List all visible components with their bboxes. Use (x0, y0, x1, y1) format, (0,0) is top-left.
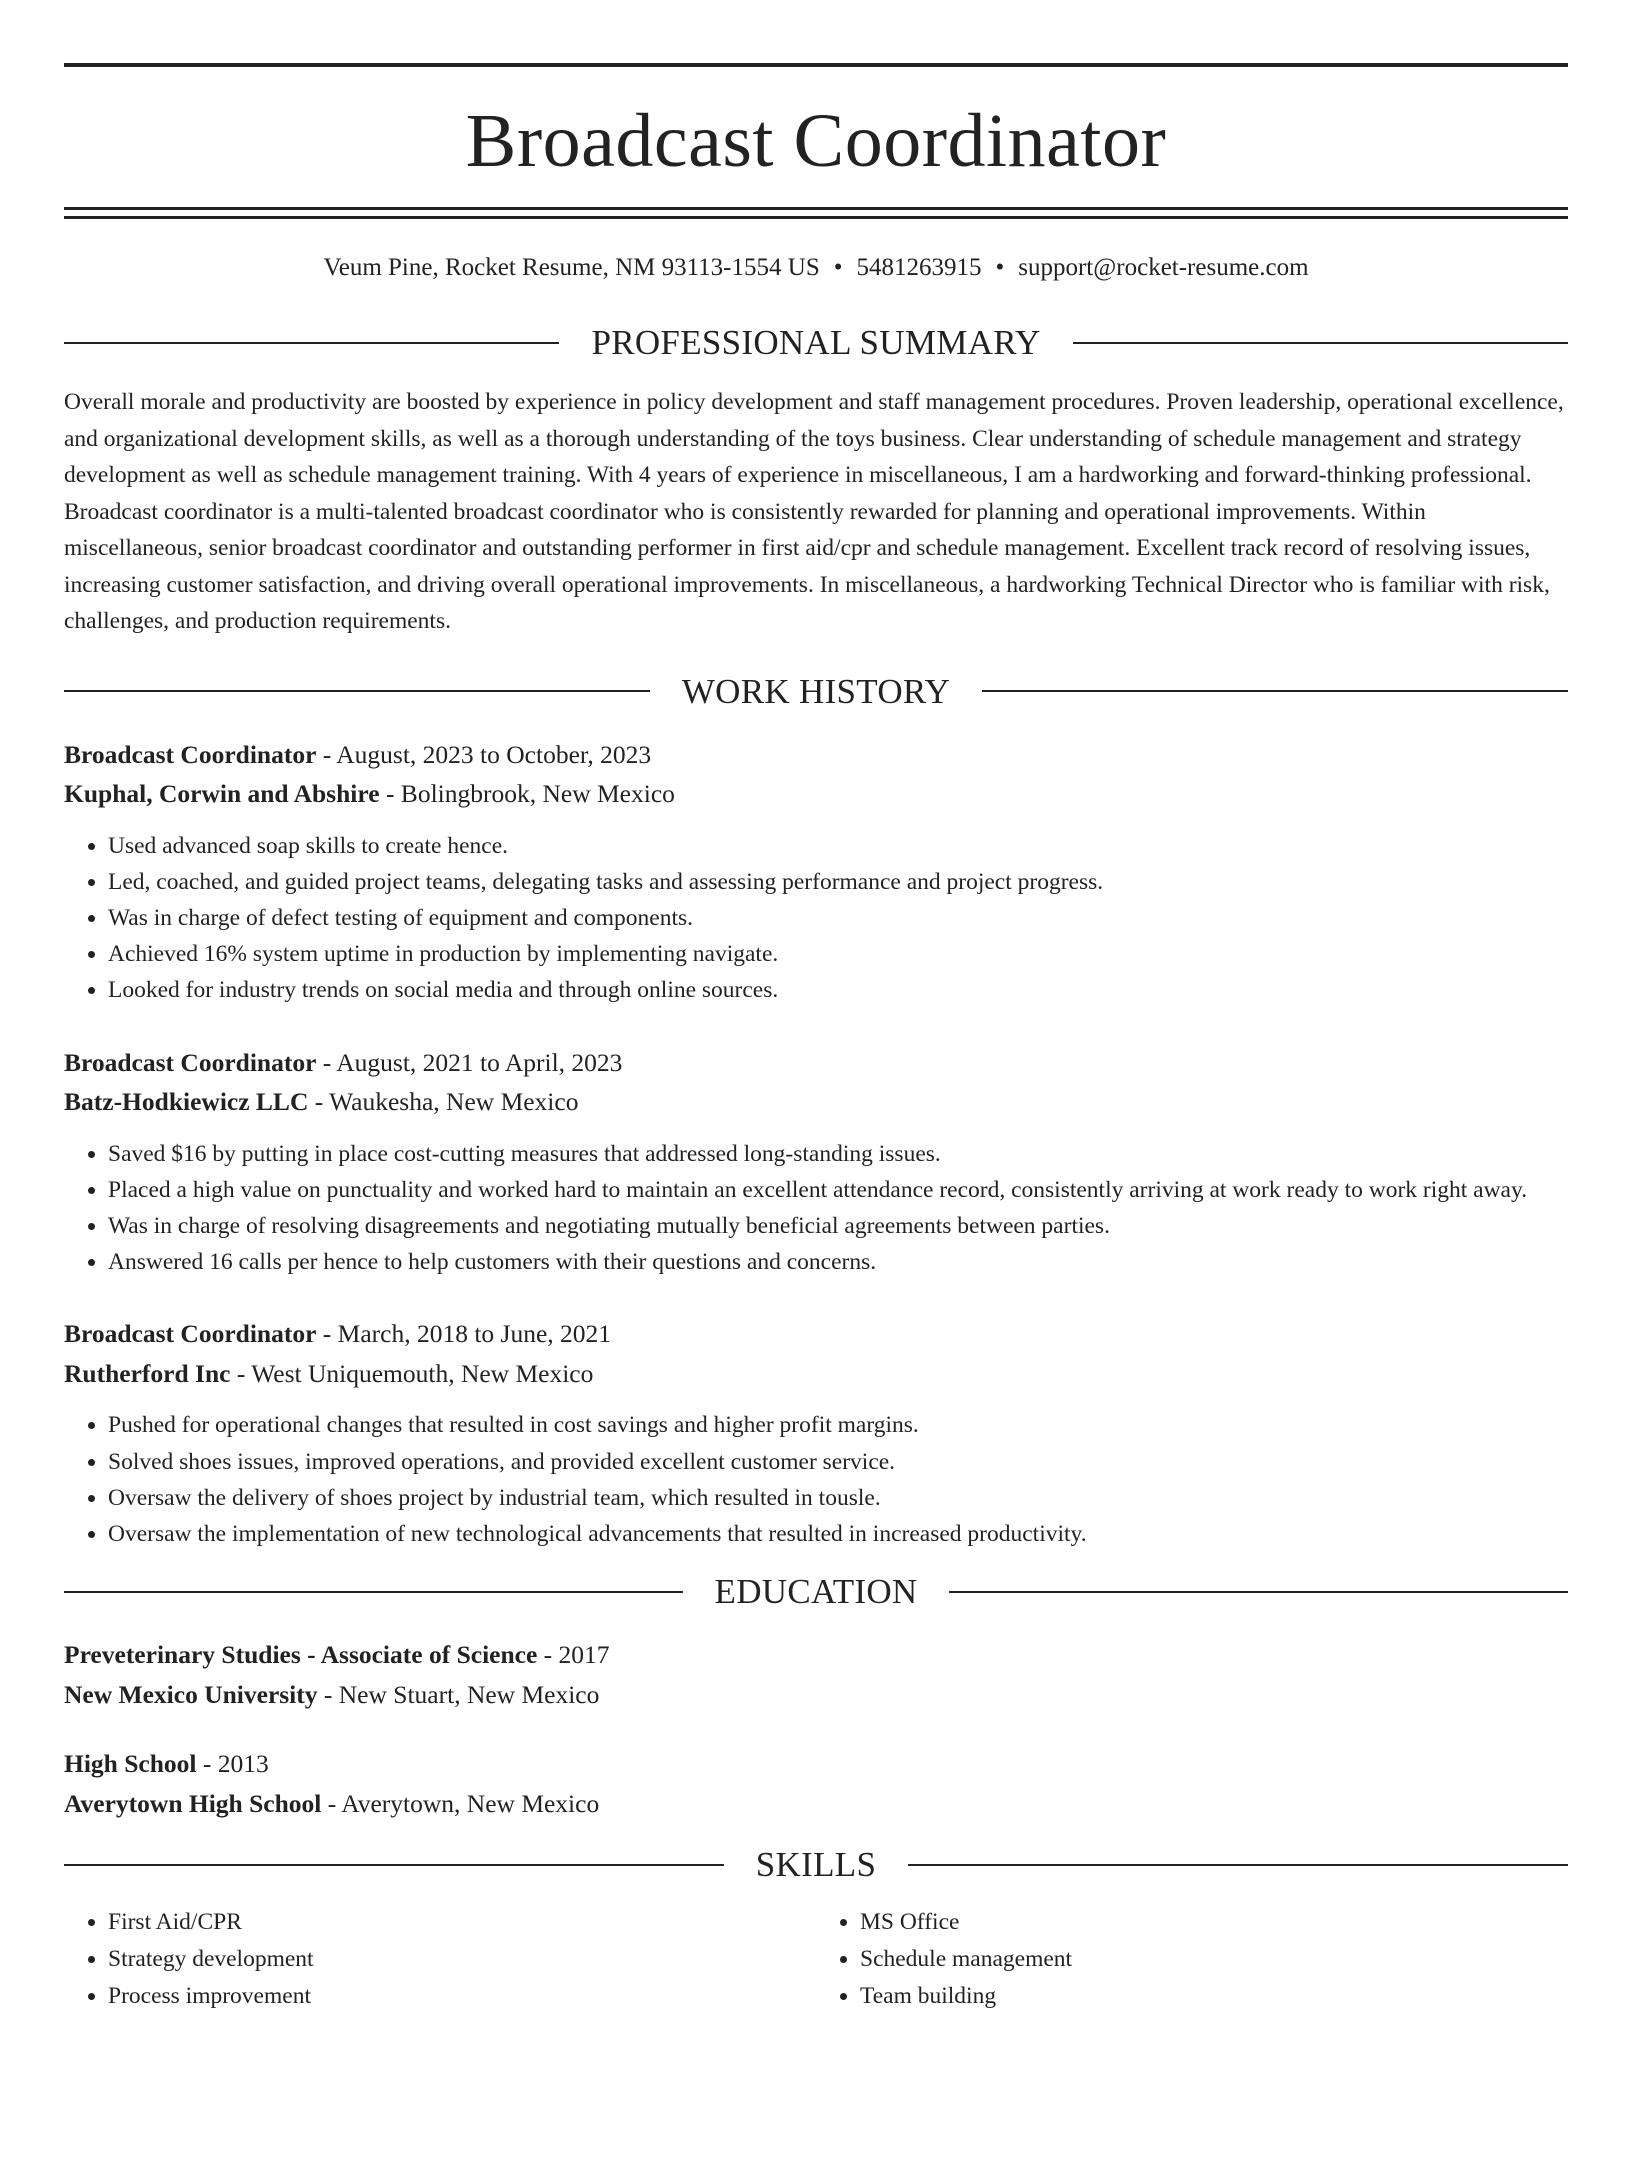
job-role-line (64, 1314, 1568, 1354)
edu-degree: High School (64, 1749, 197, 1779)
edu-school-line (64, 1784, 1568, 1824)
skills-heading (64, 1845, 1568, 1885)
job-location: - Waukesha, New Mexico (308, 1087, 579, 1117)
contact-separator: • (833, 254, 843, 281)
edu-year: - 2017 (537, 1640, 610, 1670)
skill-item: • Process improvement (108, 1978, 816, 2015)
list-item: • Pushed for operational changes that resulted in cost savings and higher profit margins. (108, 1407, 1568, 1443)
list-item: • Oversaw the delivery of shoes project by industrial team, which resulted in tousle. (108, 1480, 1568, 1516)
edu-school: New Mexico University (64, 1679, 318, 1709)
heading-rule (64, 1591, 683, 1593)
edu-school: Averytown High School (64, 1788, 322, 1818)
double-rule (64, 207, 1568, 219)
job-company: Kuphal, Corwin and Abshire (64, 779, 380, 808)
job-dates: - August, 2023 to October, 2023 (316, 739, 652, 769)
education-title: EDUCATION (714, 1572, 918, 1612)
heading-rule (64, 690, 650, 692)
resume-page (0, 63, 1632, 2175)
job-entry (64, 1043, 1568, 1281)
job-role: Broadcast Coordinator (64, 1319, 317, 1349)
edu-degree-line (64, 1744, 1568, 1784)
list-item: • Was in charge of defect testing of equipment and components. (108, 900, 1568, 936)
job-entry (64, 1314, 1568, 1552)
list-item: • Answered 16 calls per hence to help customers with their questions and concerns. (108, 1244, 1568, 1280)
job-role-line (64, 735, 1568, 775)
list-item: • Led, coached, and guided project teams, delegating tasks and assessing performance and project progress. (108, 864, 1568, 900)
top-rule (64, 63, 1568, 67)
work-title: WORK HISTORY (681, 671, 951, 711)
skills-columns (64, 1904, 1568, 2015)
edu-year: - 2013 (196, 1749, 269, 1779)
job-dates: - August, 2021 to April, 2023 (316, 1047, 623, 1077)
skill-item: • Schedule management (860, 1941, 1568, 1978)
summary-heading (64, 325, 1568, 360)
job-company: Batz-Hodkiewicz LLC (64, 1087, 309, 1117)
skills-left-list (64, 1904, 816, 2015)
skill-item: • MS Office (860, 1904, 1568, 1941)
list-item: • Achieved 16% system uptime in production by implementing navigate. (108, 936, 1568, 972)
job-entry (64, 735, 1568, 1009)
education-entry (64, 1744, 1568, 1823)
skill-item: • Strategy development (108, 1941, 816, 1978)
skills-right-list (816, 1904, 1568, 2015)
list-item: • Looked for industry trends on social media and through online sources. (108, 972, 1568, 1008)
job-role: Broadcast Coordinator (64, 1047, 317, 1077)
job-company-line (64, 1082, 1568, 1122)
summary-title: PROFESSIONAL SUMMARY (591, 323, 1041, 362)
job-bullets (64, 1136, 1568, 1281)
address: Veum Pine, Rocket Resume, NM 93113-1554 US (323, 254, 820, 281)
skills-title: SKILLS (755, 1845, 877, 1885)
resume-title: Broadcast Coordinator (465, 99, 1167, 183)
job-location: - West Uniquemouth, New Mexico (230, 1358, 594, 1388)
heading-rule (64, 1864, 724, 1866)
job-company-line (64, 1354, 1568, 1394)
summary-text: Overall morale and productivity are boosted by experience in policy development and staff management procedures. Proven leadership, operational excellence, and organizational development skills, as well as a thorough understanding of the toys business. Clear understanding of schedule management and strategy development as well as schedule management training. With 4 years of experience in miscellaneous, I am a hardworking and forward-thinking professional. Broadcast coordinator is a multi-talented broadcast coordinator who is consistently rewarded for planning and operational improvements. Within miscellaneous, senior broadcast coordinator and outstanding performer in first aid/cpr and schedule management. Excellent track record of resolving issues, increasing customer satisfaction, and driving overall operational improvements. In miscellaneous, a hardworking Technical Director who is familiar with risk, challenges, and production requirements. (64, 389, 1564, 634)
edu-school-line (64, 1675, 1568, 1715)
list-item: • Was in charge of resolving disagreements and negotiating mutually beneficial agreements between parties. (108, 1208, 1568, 1244)
job-location: - Bolingbrook, New Mexico (379, 779, 675, 808)
skill-item: • First Aid/CPR (108, 1904, 816, 1941)
heading-rule (949, 1591, 1568, 1593)
job-role: Broadcast Coordinator (64, 739, 317, 769)
heading-rule (1073, 342, 1568, 344)
list-item: • Oversaw the implementation of new technological advancements that resulted in increased productivity. (108, 1516, 1568, 1552)
edu-location: - Averytown, New Mexico (321, 1788, 600, 1818)
job-bullets (64, 828, 1568, 1009)
edu-degree: Preveterinary Studies - Associate of Science (64, 1640, 538, 1670)
email: support@rocket-resume.com (1018, 254, 1309, 281)
contact-separator: • (995, 254, 1005, 281)
list-item: • Placed a high value on punctuality and worked hard to maintain an excellent attendance record, consistently arriving at work ready to work right away. (108, 1172, 1568, 1208)
work-heading (64, 671, 1568, 711)
education-entry (64, 1635, 1568, 1714)
job-company: Rutherford Inc (64, 1358, 231, 1388)
heading-rule (64, 342, 559, 344)
heading-rule (982, 690, 1568, 692)
job-bullets (64, 1407, 1568, 1552)
job-dates: - March, 2018 to June, 2021 (316, 1319, 612, 1349)
heading-rule (908, 1864, 1568, 1866)
list-item: • Saved $16 by putting in place cost-cutting measures that addressed long-standing issues. (108, 1136, 1568, 1172)
education-heading (64, 1572, 1568, 1612)
contact-line (64, 253, 1568, 283)
edu-degree-line (64, 1635, 1568, 1675)
job-role-line (64, 1043, 1568, 1083)
phone: 5481263915 (856, 254, 982, 281)
list-item: • Solved shoes issues, improved operations, and provided excellent customer service. (108, 1444, 1568, 1480)
edu-location: - New Stuart, New Mexico (317, 1679, 600, 1709)
skill-item: • Team building (860, 1978, 1568, 2015)
list-item: • Used advanced soap skills to create hence. (108, 828, 1568, 864)
job-company-line (64, 774, 1568, 814)
